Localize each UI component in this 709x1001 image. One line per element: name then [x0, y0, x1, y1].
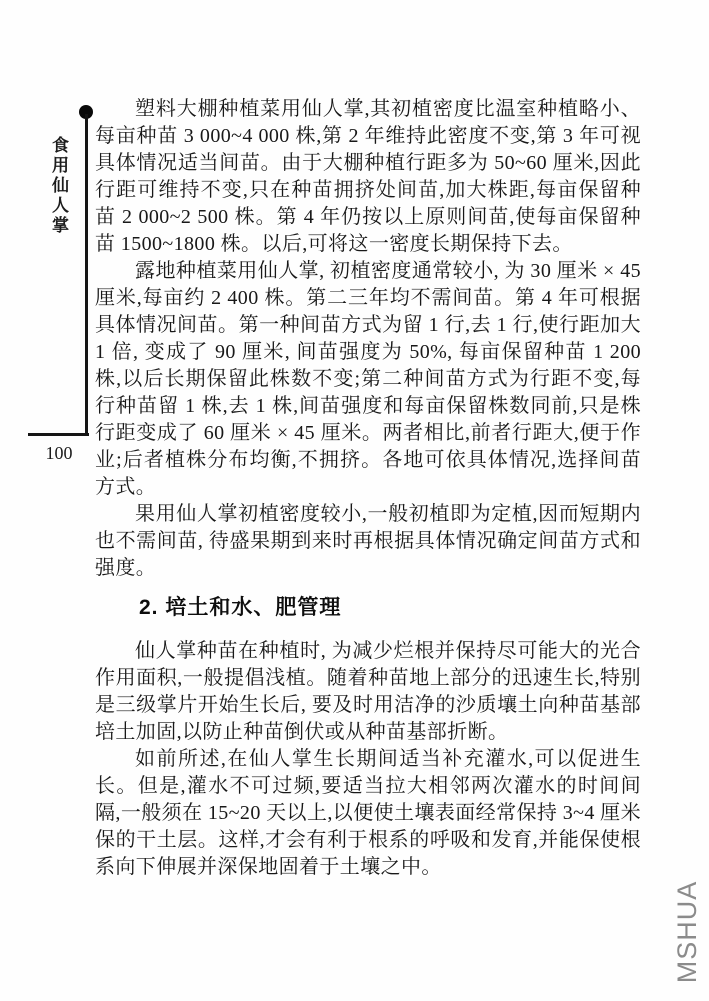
paragraph-fruit-cactus-density: 果用仙人掌初植密度较小,一般初植即为定植,因而短期内也不需间苗, 待盛果期到来时再根据具体情况确定间苗方式和强度。: [95, 503, 641, 579]
chapter-horizontal-rule: [28, 433, 89, 436]
watermark: MSHUA: [672, 880, 702, 984]
paragraph-irrigation: 如前所述,在仙人掌生长期间适当补充灌水,可以促进生长。但是,灌水不可过频,要适当拉大相邻两次灌水的时间间隔,一般须在 15~20 天以上,以便使土壤表面经常保持 3~4 厘米保的干土层。这样,才会有利于根系的呼吸和发育,并能保使根系向下伸展并深保地固着于土壤之中。: [95, 748, 641, 878]
chapter-vertical-rule: [85, 114, 88, 434]
paragraph-greenhouse-density: 塑料大棚种植菜用仙人掌,其初植密度比温室种植略小、每亩种苗 3 000~4 000 株,第 2 年维持此密度不变,第 3 年可视具体情况适当间苗。由于大棚种植行距多为 50~60 厘米,因此行距可维持不变,只在种苗拥挤处间苗,加大株距,每亩保留种苗 2 000~2 500 株。第 4 年仍按以上原则间苗,使每亩保留种苗 1500~1800 株。以后,可将这一密度长期保持下去。: [95, 98, 641, 255]
paragraph-soil-banking: 仙人掌种苗在种植时, 为减少烂根并保持尽可能大的光合作用面积,一般提倡浅植。随着种苗地上部分的迅速生长,特别是三级掌片开始生长后, 要及时用洁净的沙质壤土向种苗基部培土加固,以防止种苗倒伏或从种苗基部折断。: [95, 640, 641, 743]
section-heading: 2. 培土和水、肥管理: [139, 596, 342, 619]
book-title-vertical: 食用仙人掌: [49, 136, 68, 236]
page-number: 100: [45, 443, 73, 463]
paragraph-openfield-density: 露地种植菜用仙人掌, 初植密度通常较小, 为 30 厘米 × 45 厘米,每亩约 2 400 株。第二三年均不需间苗。第 4 年可根据具体情况间苗。第一种间苗方式为留 1 行,去 1 行,使行距加大 1 倍, 变成了 90 厘米, 间苗强度为 50%, 每亩保留种苗 1 200 株,以后长期保留此株数不变;第二种间苗方式为行距不变,每行种苗留 1 株,去 1 株,间苗强度和每亩保留株数同前,只是株行距变成了 60 厘米 × 45 厘米。两者相比,前者行距大,便于作业;后者植株分布均衡,不拥挤。各地可依具体情况,选择间苗方式。: [95, 260, 641, 498]
body-text-block: [95, 96, 641, 881]
